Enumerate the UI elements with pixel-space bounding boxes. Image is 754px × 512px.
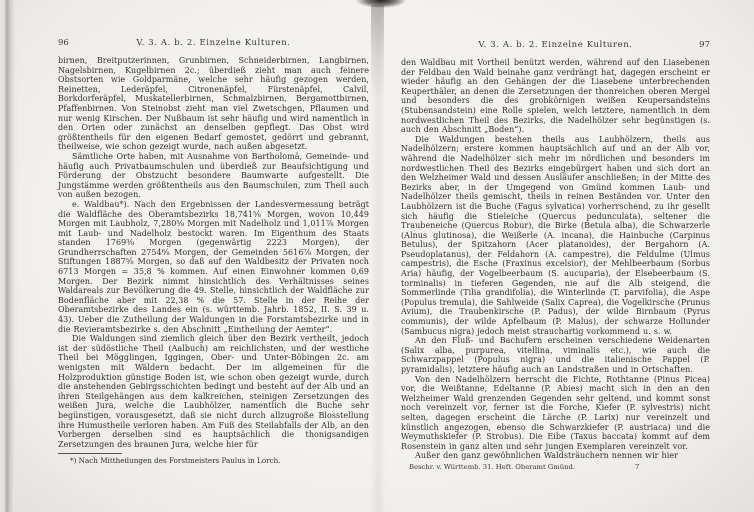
binding-smudge [356,0,406,8]
paragraph: e. Waldbau*). Nach den Ergebnissen der Landesvermessung beträgt die Waldfläche des Oberamtsbezirks 18,741⁵⁄₈ Morgen, wovon 10,449 Morgen mit Laubholz, 7,280⁵⁄₈ Morgen mit Nadelholz und 1,011⁷⁄₈ Morgen mit Laub- und Nadelholz bestockt waren. Im Eigenthum des Staats standen 1769³⁄₈ Morgen (gegenwärtig 2223 Morgen), der Grundherrschaften 2754⁶⁄₈ Morgen, der Gemeinden 5616⁷⁄₈ Morgen, der Stiftungen 1887⁵⁄₈ Morgen, so daß auf den Waldbesitz der Privaten noch 6713 Morgen = 35,8 % kommen. Auf einen Einwohner kommen 0,69 Morgen. Der Bezirk nimmt hinsichtlich des Verhältnisses seines Waldareals zur Bevölkerung die 49. Stelle, hinsichtlich der Waldfläche zur Bodenfläche aber mit 22,38 % die 57. Stelle in der Reihe der Oberamtsbezirke des Landes ein (s. württemb. Jahrb. 1852, II. S. 39 u. 43). Ueber die Zutheilung der Waldungen in die Forstamtsbezirke und in die Revieramtsbezirke s. den Abschnitt „Eintheilung der Aemter“. [58,199,369,334]
paragraph: birnen, Breitputzerinnen, Grunbirnen, Schneiderbirnen, Langbirnen, Nagelsbirnen, Kugelbirnen 2c.; überdieß zieht man auch feinere Obstsorten wie Goldparmäne, welche sehr häufig gezogen werden, Reinetten, Lederäpfel, Citronenäpfel, Fürstenäpfel, Calvil, Borkdorferäpfel, Muskatellerbirnen, Schmalzbirnen, Bergamottbirnen, Pfaffenbirnen. Von Steinobst zieht man viel Zwetschgen, Pflaumen und nur wenig Kirschen. Der Nußbaum ist sehr häufig und wird namentlich in den Orten oder zunächst an denselben gepflegt. Das Obst wird größtentheils für den eigenen Bedarf gemostet, gedörrt und gebrannt, theilweise, wie schon gezeigt wurde, nach außen abgesetzt. [58,56,369,152]
imprint-line: Beschr. v. Württemb. 31. Heft. Oberamt Gmünd. [409,462,576,471]
paragraph: Sämtliche Orte haben, mit Ausnahme von Bartholomä, Gemeinde- und häufig auch Privatbaumschulen und überdieß zur Beaufsichtigung und Förderung der Obstzucht besondere Baumwarte aufgestellt. Die Jungstämme werden größtentheils aus den Baumschulen, zum Theil auch von außen bezogen. [58,151,369,200]
running-title: V. 3. A. b. 2. Einzelne Kulturen. [136,38,291,48]
paragraph: Außer den ganz gewöhnlichen Waldsträuchern nennen wir hier [415,451,679,461]
paragraph: Von den Nadelhölzern herrscht die Fichte, Rothtanne (Pinus Picea) vor, die Weißtanne, Edeltanne (P. Abies) macht sich in den an den Welzheimer Wald grenzenden Gegenden sehr geltend, und kommt sonst noch vereinzelt vor, ferner ist die Forche, Kiefer (P. sylvestris) nicht selten, dagegen erscheint die Lärche (P. Larix) nur vereinzelt und künstlich angezogen, ebenso die Schwarzkiefer (P. austriaca) und die Weymuthskiefer (P. Strobus). Die Eibe (Taxus baccata) kommt auf dem Rosenstein in ganz alten und sehr jungen Exemplaren vereinzelt vor. [401,374,710,451]
page-number: 96 [58,38,69,48]
paragraph: An den Fluß- und Bachufern erscheinen verschiedene Weidenarten (Salix alba, purpurea, vitellina, viminalis etc.), wie auch die Schwarzpappel (Populus nigra) und die italienische Pappel (P. pyramidalis), letztere häufig auch an Landstraßen und in Ortschaften. [401,336,710,374]
page-header [58,38,369,48]
page-number: 97 [699,40,710,50]
paragraph: den Waldbau mit Vortheil benützt werden, während auf den Liasebenen der Feldbau den Wald beinahe ganz verdrängt hat, dagegen erscheint er wieder häufig an den Gehängen der die Liasebene unterbrechenden Keuperthäler, an denen die Zersetzungen der thonreichen oberen Mergel und besonders die des grobkörnigen weißen Keupersandsteins (Stubensandstein) eine Rolle spielen, welch letztere, namentlich in dem nordwestlichen Theil des Bezirks, die Nadelhölzer sehr begünstigen (s. auch den Abschnitt „Boden“). [401,58,710,135]
signature-number: 7 [635,462,640,471]
running-title: V. 3. A. b. 2. Einzelne Kulturen. [478,40,633,50]
page-header [401,40,710,50]
page-96 [58,38,369,465]
page-edge-shadow [0,0,18,512]
paragraph: Die Waldungen sind ziemlich gleich über den Bezirk vertheilt, jedoch ist der südöstliche Theil (Aalbuch) am reichlichsten, und der westliche Theil bei Mögglingen, Iggingen, Ober- und Unter-Böbingen 2c. am wenigsten mit Wäldern bedacht. Der im allgemeinen für die Holzproduktion günstige Boden ist, wie schon oben gezeigt wurde, durch die anstehenden Gebirgsschichten bedingt und besteht auf der Alb und an ihren Steilgehängen aus dem kalkreichen, steinigen Zersetzungen des weißen Jura, welche die Laubhölzer, namentlich die Buche sehr begünstigen, vorausgesetzt, daß sie nicht durch allzugroße Blosstellung ihre Humustheile verloren haben. Am Fuß des Steilabfalls der Alb, an den Vorbergen derselben sind es hauptsächlich die thonigsandigen Zersetzungen des braunen Jura, welche hier für [58,334,369,449]
paragraph: Die Waldungen bestehen theils aus Laubhölzern, theils aus Nadelhölzern; erstere kommen hauptsächlich auf und an der Alb vor, während die Nadelhölzer sich mehr im nördlichen und besonders im nordwestlichen Theil des Bezirks eingebürgert haben und sich dort an den Welzheimer Wald und dessen Ausläufer anschließen; in der Mitte des Bezirks aber, in der Umgegend von Gmünd kommen Laub- und Nadelhölzer theils gemischt, theils in reinen Beständen vor. Unter den Laubhölzern ist die Buche (Fagus sylvatica) vorherrschend, zu ihr gesellt sich häufig die Stieleiche (Quercus pedunculata), seltener die Traubeneiche (Quercus Robur), die Birke (Betula alba), die Schwarzerle (Alnus glutinosa), die Weißerle (A. incana), die Hainbuche (Carpinus Betulus), der Spitzahorn (Acer platanoides), der Bergahorn (A. Pseudoplatanus), der Feldahorn (A. campestre), die Feldulme (Ulmus campestris), die Esche (Fraxinus excelsior), der Mehlbeerbaum (Sorbus Aria) häufig, der Vogelbeerbaum (S. aucuparia), der Elsebeerbaum (S. torminalis) in tieferen Gegenden, nie auf die Alb steigend, die Sommerlinde (Tilia grandifolia), die Winterlinde (T. parvifolia), die Aspe (Populus tremula), die Sahlweide (Salix Caprea), die Vogelkirsche (Prunus Avium), die Traubenkirsche (P. Padus), der wilde Birnbaum (Pyrus communis), der wilde Apfelbaum (P. Malus), der schwarze Hollunder (Sambucus nigra) jedoch meist strauchartig vorkommend u. s. w. [401,134,710,336]
footnote-rule [58,453,122,454]
binding-streak [371,5,384,100]
page-footer [401,463,710,471]
page-97 [401,40,710,471]
footnote: *) Nach Mittheilungen des Forstmeisters Paulus in Lorch. [70,456,281,466]
